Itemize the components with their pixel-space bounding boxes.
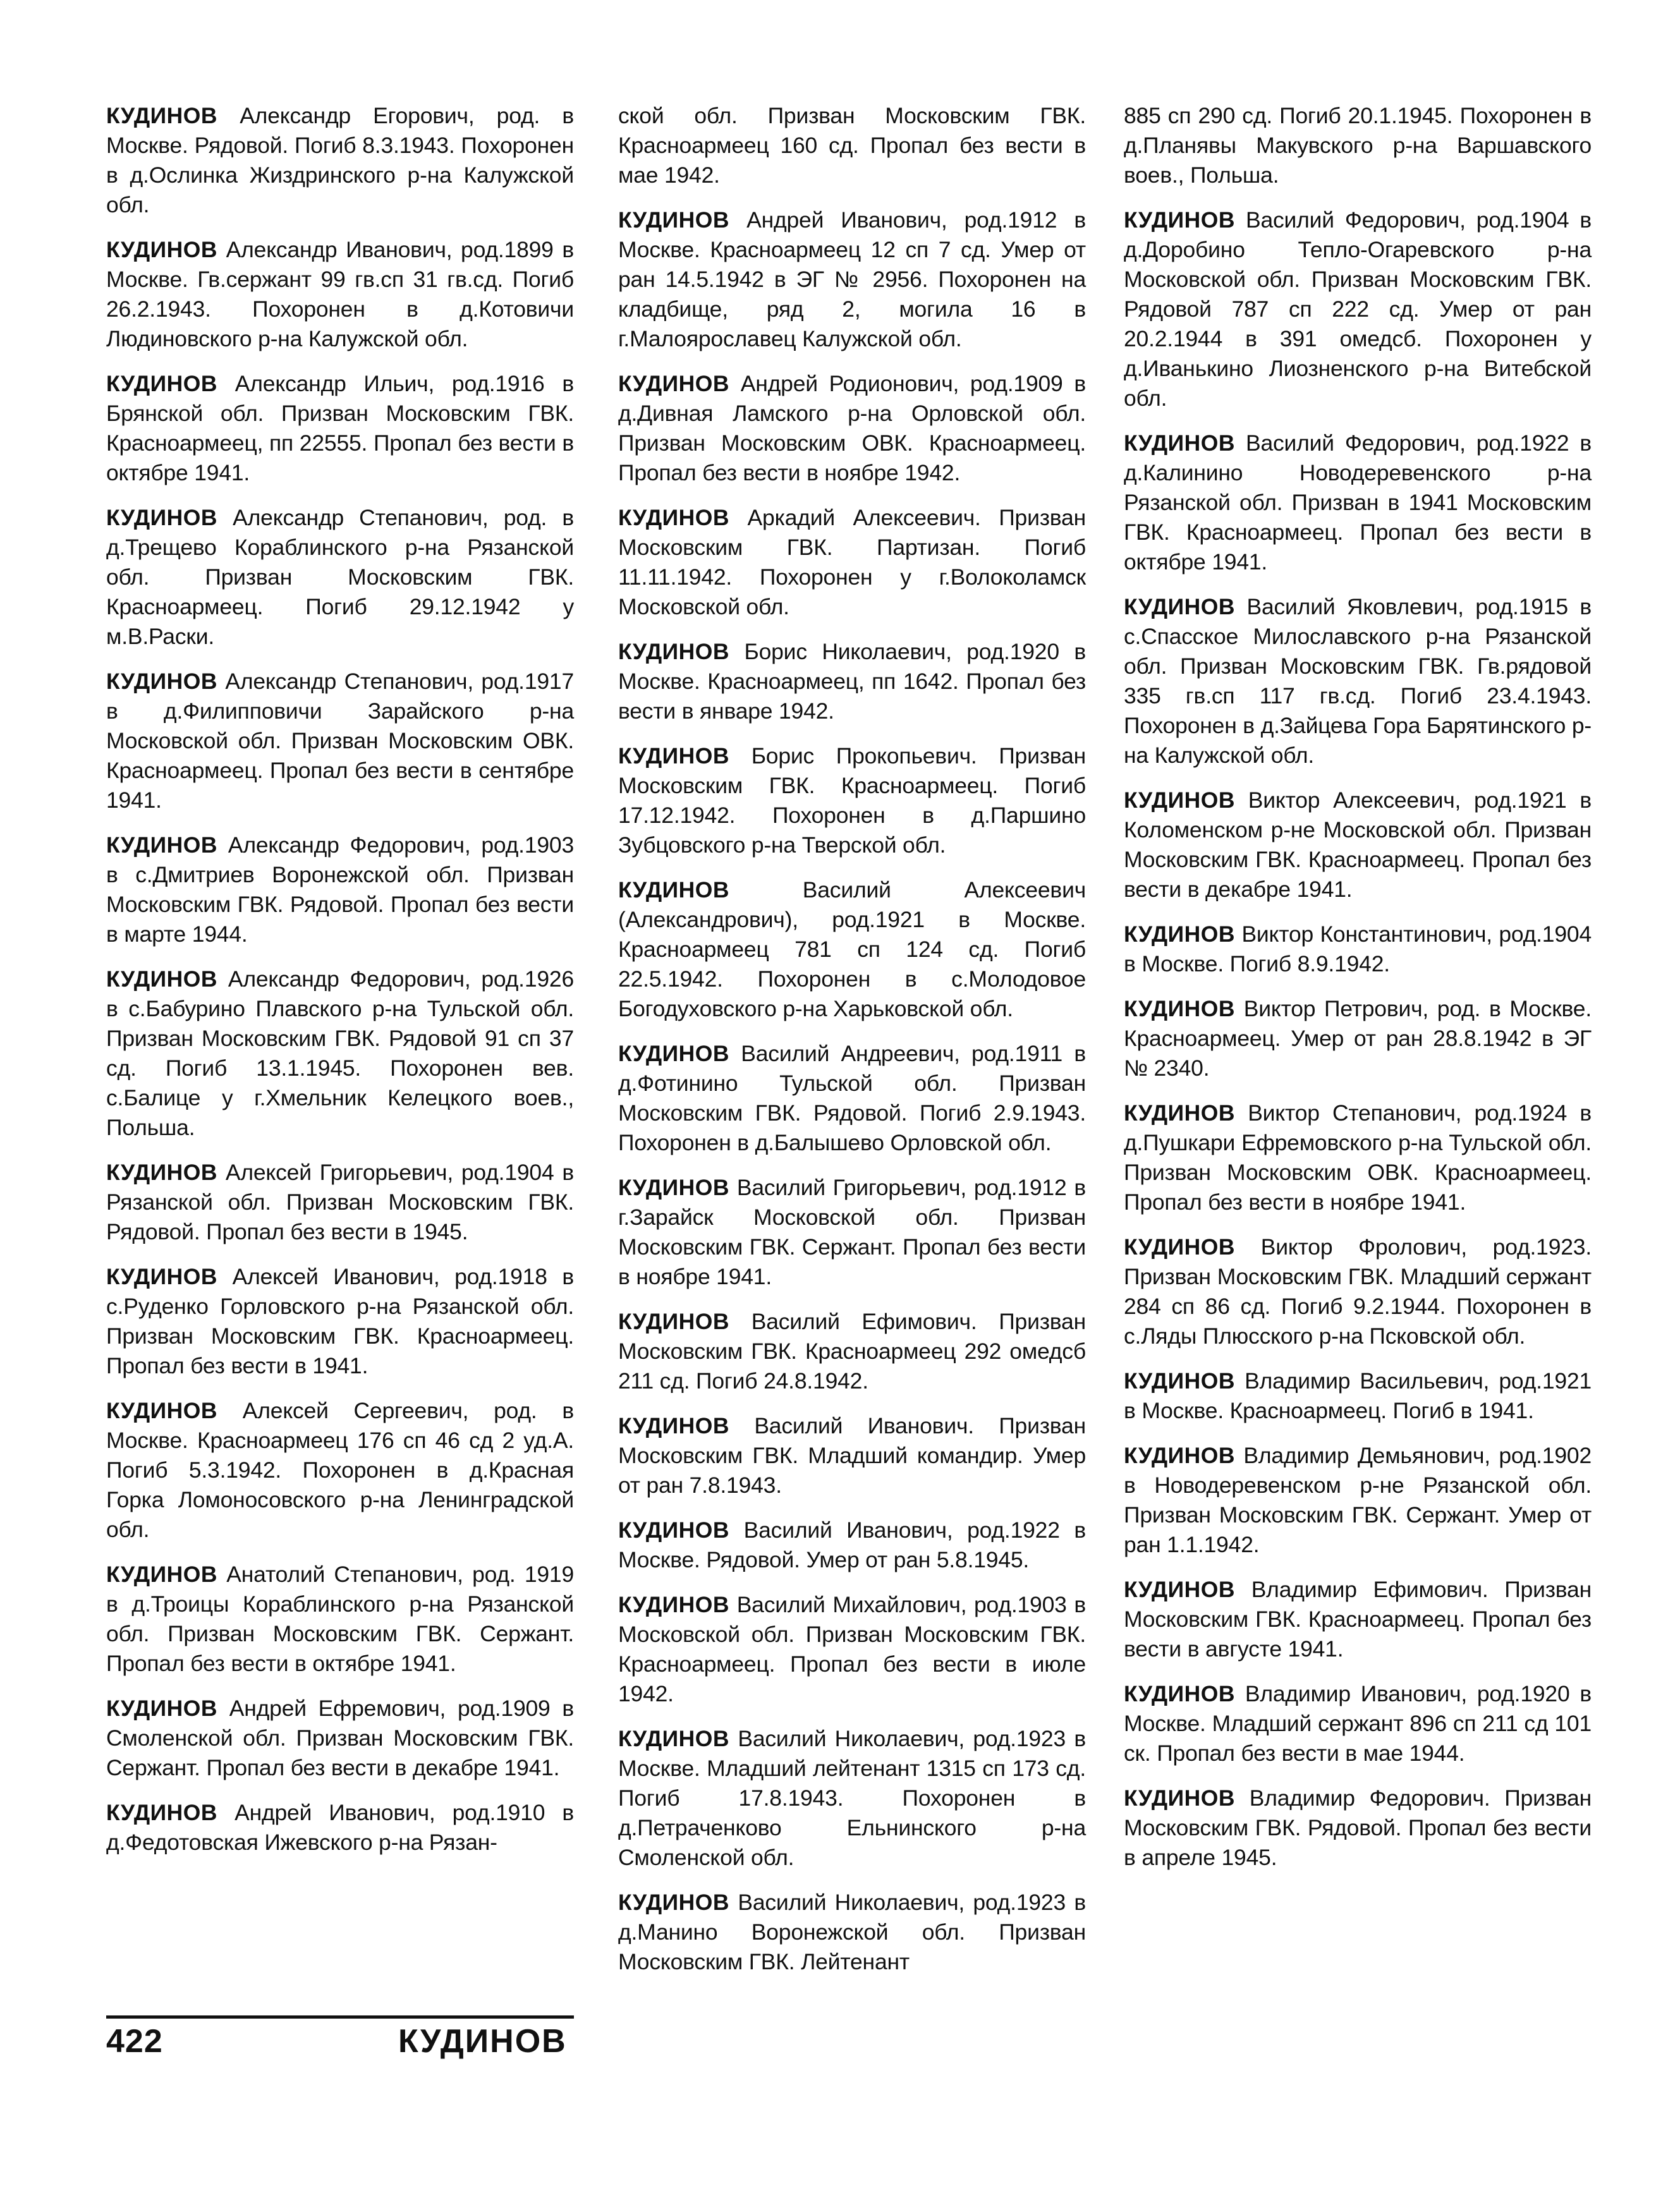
entry-text: Александр Ильич, род.1916 в Брянской обл. Призван Московским ГВК. Красноармеец, пп 22555. Пропал без вести в октябре 1941.	[106, 371, 574, 485]
entry-surname: КУДИНОВ	[1124, 787, 1236, 813]
entry-text: Василий Иванович, род.1922 в Москве. Рядовой. Умер от ран 5.8.1945.	[618, 1517, 1086, 1572]
entry	[618, 1590, 1086, 1709]
entry	[106, 101, 574, 220]
entry-surname: КУДИНОВ	[1124, 1443, 1236, 1468]
entry-text: 885 сп 290 сд. Погиб 20.1.1945. Похоронен в д.Планявы Макувского р-на Варшавского воев., Польша.	[1124, 103, 1592, 188]
entry-surname: КУДИНОВ	[618, 1592, 730, 1617]
entry	[106, 1262, 574, 1381]
entry-text: Алексей Григорьевич, род.1904 в Рязанской обл. Призван Московским ГВК. Рядовой. Пропал без вести в 1945.	[106, 1160, 574, 1244]
column-1	[106, 101, 574, 1873]
entry-surname: КУДИНОВ	[618, 1175, 730, 1200]
entry-text: Василий Алексеевич (Александрович), род.1921 в Москве. Красноармеец 781 сп 124 сд. Погиб 22.5.1942. Похоронен в с.Молодовое Богодуховского р-на Харьковской обл.	[618, 877, 1086, 1021]
entry-surname: КУДИНОВ	[1124, 1368, 1236, 1394]
entry-text: Александр Степанович, род. в д.Трещево Кораблинского р-на Рязанской обл. Призван Московским ГВК. Красноармеец. Погиб 29.12.1942 у м.В.Раски.	[106, 505, 574, 649]
entry	[618, 875, 1086, 1024]
page-number: 422	[106, 2023, 163, 2060]
entry-text: Василий Иванович. Призван Московским ГВК. Младший командир. Умер от ран 7.8.1943.	[618, 1413, 1086, 1498]
entry	[1124, 101, 1592, 190]
entry-text: Владимир Иванович, род.1920 в Москве. Младший сержант 896 сп 211 сд 101 ск. Пропал без вести в мае 1944.	[1124, 1681, 1592, 1766]
entry-surname: КУДИНОВ	[618, 1726, 730, 1751]
entry-surname: КУДИНОВ	[618, 505, 730, 530]
entry-text: Василий Федорович, род.1922 в д.Калинино Новодеревенского р-на Рязанской обл. Призван в 1941 Московским ГВК. Красноармеец. Пропал без вести в октябре 1941.	[1124, 430, 1592, 574]
entry-text: Василий Николаевич, род.1923 в д.Манино Воронежской обл. Призван Московским ГВК. Лейтенант	[618, 1890, 1086, 1974]
entry	[106, 1158, 574, 1247]
entry	[1124, 1441, 1592, 1560]
entry	[618, 1039, 1086, 1158]
entry-text: Андрей Иванович, род.1912 в Москве. Красноармеец 12 сп 7 сд. Умер от ран 14.5.1942 в ЭГ № 2956. Похоронен на кладбище, ряд 2, могила 16 в г.Малоярославец Калужской обл.	[618, 207, 1086, 351]
entry-surname: КУДИНОВ	[618, 1041, 730, 1066]
entry	[1124, 1679, 1592, 1768]
entry	[106, 503, 574, 652]
entry-text: Александр Федорович, род.1903 в с.Дмитриев Воронежской обл. Призван Московским ГВК. Рядовой. Пропал без вести в марте 1944.	[106, 832, 574, 947]
entry-surname: КУДИНОВ	[1124, 1681, 1236, 1706]
column-2	[618, 101, 1086, 1992]
entry	[1124, 920, 1592, 979]
entry-surname: КУДИНОВ	[1124, 1234, 1236, 1260]
entry	[618, 1888, 1086, 1977]
entry-text: Анатолий Степанович, род. 1919 в д.Троицы Кораблинского р-на Рязанской обл. Призван Московским ГВК. Сержант. Пропал без вести в октябре 1941.	[106, 1562, 574, 1676]
entry-surname: КУДИНОВ	[106, 669, 218, 694]
entry	[1124, 1098, 1592, 1217]
entry	[1124, 994, 1592, 1083]
entry	[106, 1396, 574, 1545]
entry-text: Алексей Иванович, род.1918 в с.Руденко Горловского р-на Рязанской обл. Призван Московским ГВК. Красноармеец. Пропал без вести в 1941.	[106, 1264, 574, 1378]
entry	[618, 503, 1086, 622]
entry	[618, 101, 1086, 190]
entry-surname: КУДИНОВ	[618, 1413, 730, 1438]
entry	[1124, 1575, 1592, 1664]
entry-text: Андрей Иванович, род.1910 в д.Федотовская Ижевского р-на Рязан-	[106, 1800, 574, 1855]
entry-text: Василий Андреевич, род.1911 в д.Фотинино Тульской обл. Призван Московским ГВК. Рядовой. Погиб 2.9.1943. Похоронен в д.Балышево Орловской обл.	[618, 1041, 1086, 1155]
entry-surname: КУДИНОВ	[618, 639, 730, 664]
entry-text: Борис Николаевич, род.1920 в Москве. Красноармеец, пп 1642. Пропал без вести в январе 1942.	[618, 639, 1086, 724]
entry	[106, 667, 574, 815]
entry-text: Виктор Степанович, род.1924 в д.Пушкари Ефремовского р-на Тульской обл. Призван Московским ОВК. Красноармеец. Пропал без вести в ноябре 1941.	[1124, 1100, 1592, 1215]
entry-text: Виктор Фролович, род.1923. Призван Московским ГВК. Младший сержант 284 сп 86 сд. Погиб 9.2.1944. Похоронен в с.Ляды Плюсского р-на Псковской обл.	[1124, 1234, 1592, 1349]
entry-surname: КУДИНОВ	[1124, 594, 1236, 619]
entry	[1124, 205, 1592, 413]
entry-text: Владимир Демьянович, род.1902 в Новодеревенском р-не Рязанской обл. Призван Московским ГВК. Сержант. Умер от ран 1.1.1942.	[1124, 1443, 1592, 1557]
entry	[1124, 428, 1592, 577]
entry-text: Алексей Сергеевич, род. в Москве. Красноармеец 176 сп 46 сд 2 уд.А. Погиб 5.3.1942. Похоронен в д.Красная Горка Ломоносовского р-на Ленинградской обл.	[106, 1398, 574, 1542]
entry	[1124, 592, 1592, 770]
entry-surname: КУДИНОВ	[1124, 996, 1236, 1021]
entry-surname: КУДИНОВ	[106, 371, 218, 396]
entry-surname: КУДИНОВ	[618, 207, 730, 233]
entry	[618, 369, 1086, 488]
entry-text: Виктор Петрович, род. в Москве. Красноармеец. Умер от ран 28.8.1942 в ЭГ № 2340.	[1124, 996, 1592, 1081]
entry-surname: КУДИНОВ	[106, 1696, 218, 1721]
entry-text: Василий Федорович, род.1904 в д.Доробино Тепло-Огаревского р-на Московской обл. Призван Московским ГВК. Рядовой 787 сп 222 сд. Умер от ран 20.2.1944 в 391 омедсб. Похоронен у д.Иванькино Лиозненского р-на Витебской обл.	[1124, 207, 1592, 411]
entry	[106, 830, 574, 949]
entry	[618, 1173, 1086, 1292]
entry-surname: КУДИНОВ	[106, 237, 218, 262]
entry-surname: КУДИНОВ	[1124, 1100, 1236, 1126]
entry-text: Владимир Ефимович. Призван Московским ГВК. Красноармеец. Пропал без вести в августе 1941.	[1124, 1577, 1592, 1662]
entry-text: Владимир Федорович. Призван Московским ГВК. Рядовой. Пропал без вести в апреле 1945.	[1124, 1785, 1592, 1870]
entry	[106, 1798, 574, 1857]
entry	[618, 1307, 1086, 1396]
entry-surname: КУДИНОВ	[106, 1398, 218, 1423]
entry	[618, 1411, 1086, 1500]
entry	[618, 741, 1086, 860]
entry	[106, 964, 574, 1143]
entry-text: Андрей Родионович, род.1909 в д.Дивная Ламского р-на Орловской обл. Призван Московским ОВК. Красноармеец. Пропал без вести в ноябре 1942.	[618, 371, 1086, 485]
entry	[1124, 786, 1592, 904]
entry-surname: КУДИНОВ	[1124, 1785, 1236, 1811]
entry-surname: КУДИНОВ	[106, 1264, 218, 1289]
entry-surname: КУДИНОВ	[106, 1160, 218, 1185]
entry-text: Андрей Ефремович, род.1909 в Смоленской обл. Призван Московским ГВК. Сержант. Пропал без вести в декабре 1941.	[106, 1696, 574, 1780]
entry-surname: КУДИНОВ	[1124, 921, 1236, 947]
entry-surname: КУДИНОВ	[106, 1562, 218, 1587]
entry-surname: КУДИНОВ	[1124, 1577, 1236, 1602]
entry	[618, 205, 1086, 354]
entry	[106, 369, 574, 488]
entry-surname: КУДИНОВ	[1124, 207, 1236, 233]
entry-text: Аркадий Алексеевич. Призван Московским ГВК. Партизан. Погиб 11.11.1942. Похоронен у г.Волоколамск Московской обл.	[618, 505, 1086, 619]
entry-text: Александр Егорович, род. в Москве. Рядовой. Погиб 8.3.1943. Похоронен в д.Ослинка Жиздринского р-на Калужской обл.	[106, 103, 574, 217]
entry-text: Виктор Константинович, род.1904 в Москве. Погиб 8.9.1942.	[1124, 921, 1592, 976]
entry-text: ской обл. Призван Московским ГВК. Красноармеец 160 сд. Пропал без вести в мае 1942.	[618, 103, 1086, 188]
entry	[106, 1694, 574, 1783]
entry-text: Василий Яковлевич, род.1915 в с.Спасское Милославского р-на Рязанской обл. Призван Московским ГВК. Гв.рядовой 335 гв.сп 117 гв.сд. Погиб 23.4.1943. Похоронен в д.Зайцева Гора Барятинского р-на Калужской обл.	[1124, 594, 1592, 768]
entry-surname: КУДИНОВ	[618, 743, 730, 769]
entry-surname: КУДИНОВ	[106, 832, 218, 858]
entry-surname: КУДИНОВ	[618, 371, 730, 396]
entry-text: Василий Григорьевич, род.1912 в г.Зарайск Московской обл. Призван Московским ГВК. Сержант. Пропал без вести в ноябре 1941.	[618, 1175, 1086, 1289]
entry	[618, 1516, 1086, 1575]
column-3	[1124, 101, 1592, 1888]
entry	[106, 235, 574, 354]
running-head: КУДИНОВ	[398, 2023, 567, 2060]
entry-surname: КУДИНОВ	[106, 505, 218, 530]
entry-surname: КУДИНОВ	[618, 877, 730, 902]
entry-surname: КУДИНОВ	[618, 1517, 730, 1543]
entry	[106, 1560, 574, 1679]
entry-text: Виктор Алексеевич, род.1921 в Коломенском р-не Московской обл. Призван Московским ГВК. Красноармеец. Пропал без вести в декабре 1941.	[1124, 787, 1592, 902]
entry-surname: КУДИНОВ	[1124, 430, 1236, 456]
entry-text: Александр Федорович, род.1926 в с.Бабурино Плавского р-на Тульской обл. Призван Московским ГВК. Рядовой 91 сп 37 сд. Погиб 13.1.1945. Похоронен вев. с.Балице у г.Хмельник Келецкого воев., Польша.	[106, 966, 574, 1140]
entry-surname: КУДИНОВ	[106, 1800, 218, 1825]
entry-text: Василий Михайлович, род.1903 в Московской обл. Призван Московским ГВК. Красноармеец. Пропал без вести в июле 1942.	[618, 1592, 1086, 1706]
entry-surname: КУДИНОВ	[618, 1890, 730, 1915]
entry-text: Борис Прокопьевич. Призван Московским ГВК. Красноармеец. Погиб 17.12.1942. Похоронен в д.Паршино Зубцовского р-на Тверской обл.	[618, 743, 1086, 858]
entry-text: Александр Иванович, род.1899 в Москве. Гв.сержант 99 гв.сп 31 гв.сд. Погиб 26.2.1943. Похоронен в д.Котовичи Людиновского р-на Калужской обл.	[106, 237, 574, 351]
entry	[618, 637, 1086, 726]
bottom-rule	[106, 2015, 574, 2019]
entry-surname: КУДИНОВ	[106, 103, 218, 128]
entry-text: Александр Степанович, род.1917 в д.Филипповичи Зарайского р-на Московской обл. Призван Московским ОВК. Красноармеец. Пропал без вести в сентябре 1941.	[106, 669, 574, 813]
entry	[1124, 1232, 1592, 1351]
entry	[1124, 1784, 1592, 1873]
entry-text: Василий Ефимович. Призван Московским ГВК. Красноармеец 292 омедсб 211 сд. Погиб 24.8.1942.	[618, 1309, 1086, 1394]
entry	[618, 1724, 1086, 1873]
entry-surname: КУДИНОВ	[106, 966, 218, 992]
entry-surname: КУДИНОВ	[618, 1309, 730, 1334]
entry-text: Владимир Васильевич, род.1921 в Москве. Красноармеец. Погиб в 1941.	[1124, 1368, 1592, 1423]
entry-text: Василий Николаевич, род.1923 в Москве. Младший лейтенант 1315 сп 173 сд. Погиб 17.8.1943. Похоронен в д.Петраченково Ельнинского р-на Смоленской обл.	[618, 1726, 1086, 1870]
entry	[1124, 1366, 1592, 1426]
